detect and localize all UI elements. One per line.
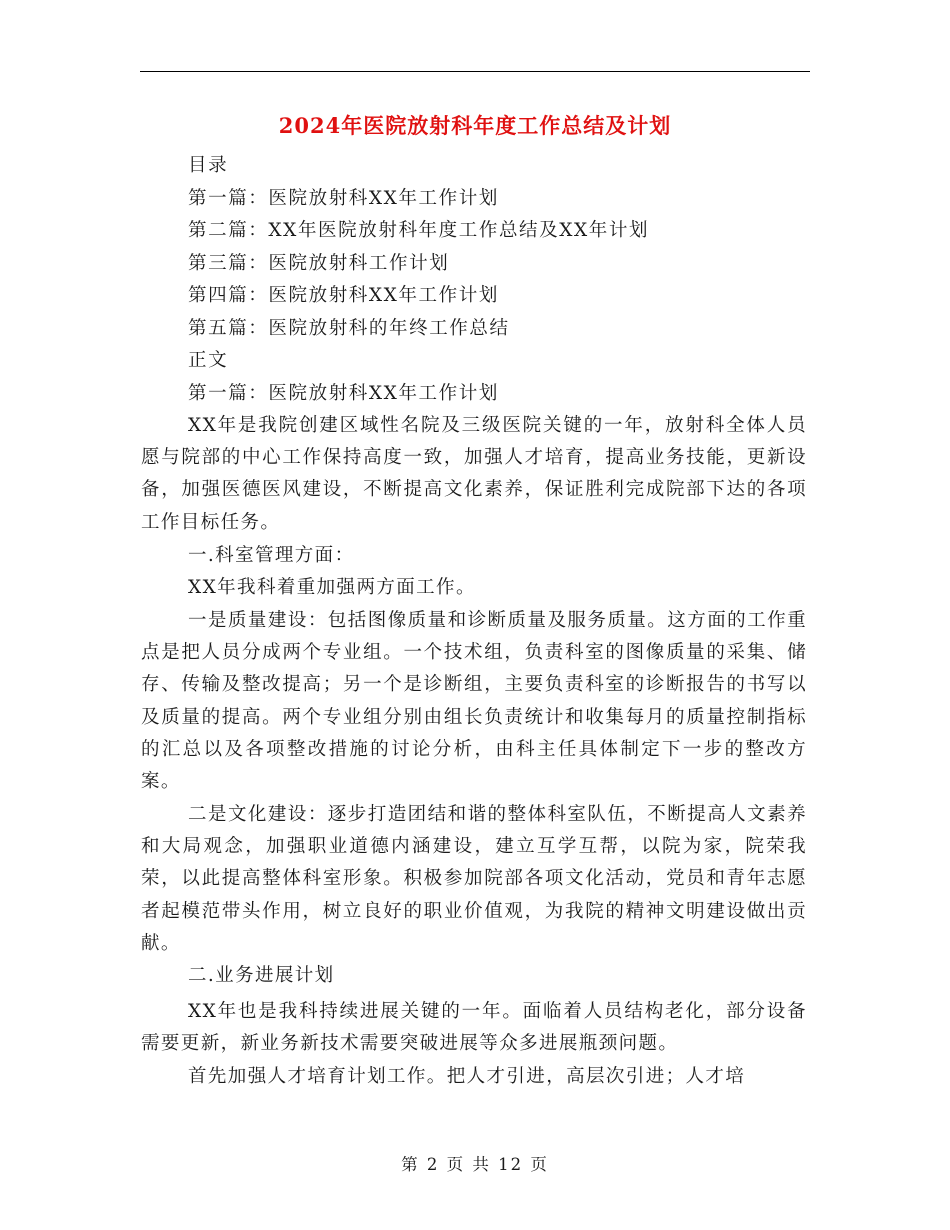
toc-item-1: 第一篇：医院放射科XX年工作计划 [188, 188, 499, 209]
toc-item-5: 第五篇：医院放射科的年终工作总结 [188, 318, 510, 339]
paragraph-quality: 一是质量建设：包括图像质量和诊断质量及服务质量。这方面的工作重点是把人员分成两个专业组。一个技术组，负责科室的图像质量的采集、储存、传输及整改提高；另一个是诊断组，主要负责科室的诊断报告的书写以及质量的提高。两个专业组分别由组长负责统计和收集每月的质量控制指标的汇总以及各项整改措施的讨论分析，由科主任具体制定下一步的整改方案。 [141, 610, 807, 793]
paragraph-intro: XX年是我院创建区域性名院及三级医院关键的一年，放射科全体人员愿与院部的中心工作保持高度一致，加强人才培育，提高业务技能，更新设备，加强医德医风建设，不断提高文化素养，保证胜利完成院部下达的各项工作目标任务。 [141, 415, 807, 533]
paragraph-culture: 二是文化建设：逐步打造团结和谐的整体科室队伍，不断提高人文素养和大局观念，加强职业道德内涵建设，建立互学互帮，以院为家，院荣我荣，以此提高整体科室形象。积极参加院部各项文化活动，党员和青年志愿者起模范带头作用，树立良好的职业价值观，为我院的精神文明建设做出贡献。 [141, 804, 807, 954]
header-rule [140, 71, 810, 72]
page-footer: 第 2 页 共 12 页 [401, 1155, 549, 1174]
section-heading-management: 一.科室管理方面： [188, 545, 355, 566]
paragraph-talent: 首先加强人才培育计划工作。把人才引进，高层次引进；人才培 [188, 1066, 746, 1087]
toc-item-2: 第二篇：XX年医院放射科年度工作总结及XX年计划 [188, 220, 650, 241]
paragraph-development: XX年也是我科持续进展关键的一年。面临着人员结构老化，部分设备需要更新，新业务新技术需要突破进展等众多进展瓶颈问题。 [141, 1001, 807, 1055]
toc-item-3: 第三篇：医院放射科工作计划 [188, 253, 450, 274]
body-heading: 正文 [188, 350, 229, 371]
toc-heading: 目录 [188, 155, 229, 176]
paragraph-focus: XX年我科着重加强两方面工作。 [188, 577, 476, 598]
toc-item-4: 第四篇：医院放射科XX年工作计划 [188, 285, 499, 306]
section-heading-business: 二.业务进展计划 [188, 965, 335, 986]
document-title: 2024年医院放射科年度工作总结及计划 [278, 113, 672, 138]
article-title: 第一篇：医院放射科XX年工作计划 [188, 383, 499, 404]
